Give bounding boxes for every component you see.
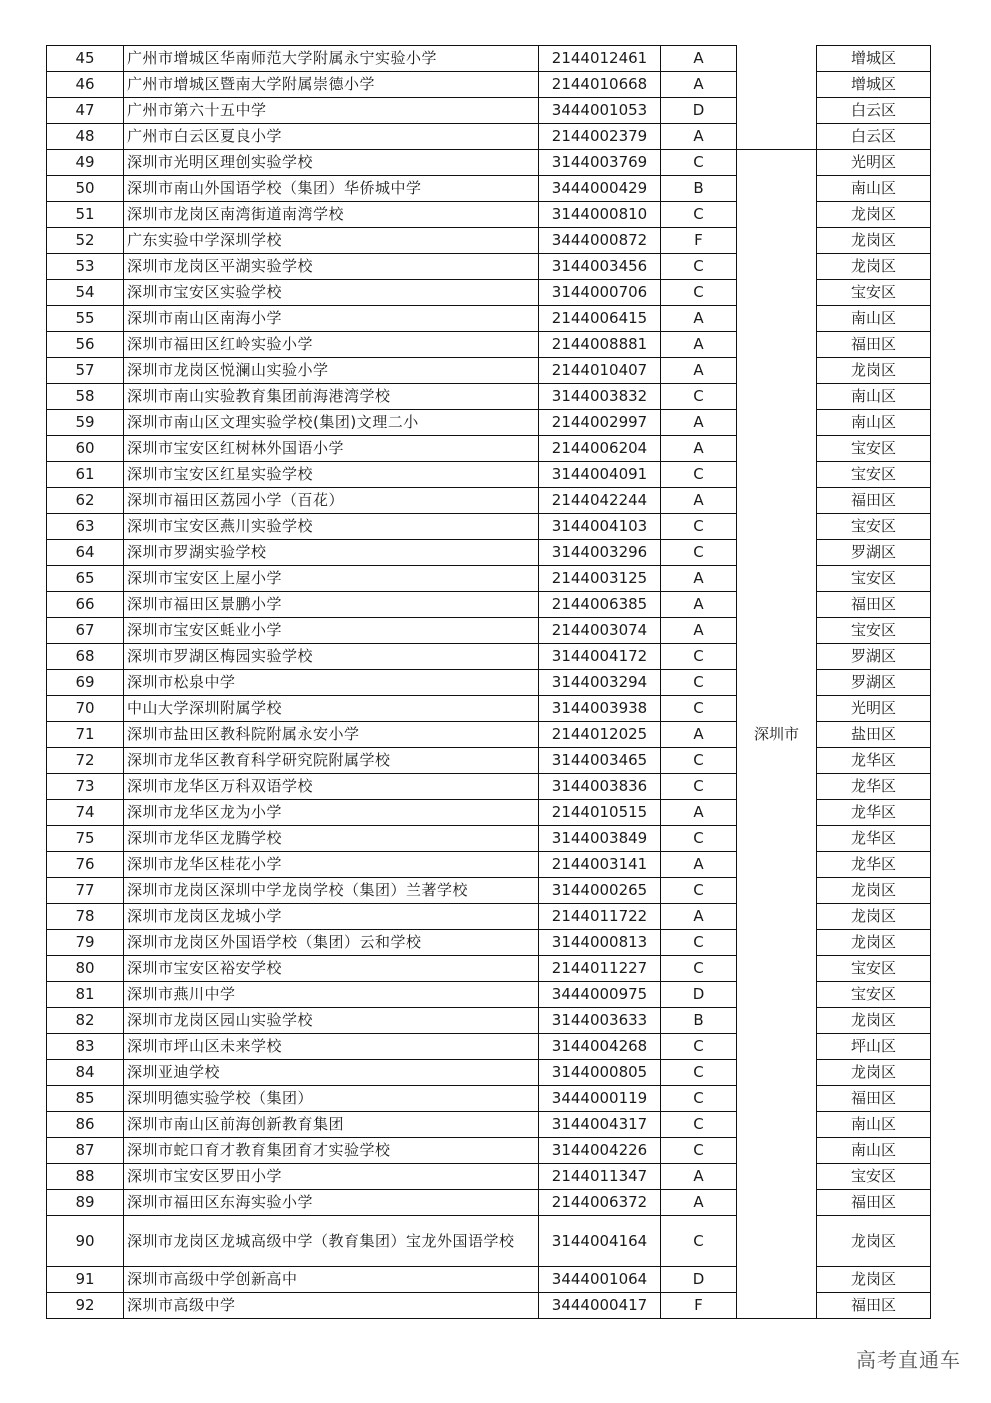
school-code: 3444000429 <box>539 176 661 202</box>
school-type: A <box>661 800 737 826</box>
school-type: C <box>661 462 737 488</box>
school-type: C <box>661 1138 737 1164</box>
district: 南山区 <box>817 384 931 410</box>
row-number: 46 <box>47 72 124 98</box>
school-name: 深圳市福田区红岭实验小学 <box>124 332 539 358</box>
district: 宝安区 <box>817 436 931 462</box>
school-type: C <box>661 1034 737 1060</box>
school-code: 2144008881 <box>539 332 661 358</box>
school-type: C <box>661 254 737 280</box>
school-name: 深圳市盐田区教科院附属永安小学 <box>124 722 539 748</box>
row-number: 68 <box>47 644 124 670</box>
city-cell-guangzhou <box>737 46 817 150</box>
school-code: 3144004226 <box>539 1138 661 1164</box>
row-number: 92 <box>47 1293 124 1319</box>
school-name: 深圳市罗湖区梅园实验学校 <box>124 644 539 670</box>
school-name: 深圳市龙岗区外国语学校（集团）云和学校 <box>124 930 539 956</box>
district: 增城区 <box>817 46 931 72</box>
row-number: 48 <box>47 124 124 150</box>
row-number: 50 <box>47 176 124 202</box>
school-code: 3444000417 <box>539 1293 661 1319</box>
district: 福田区 <box>817 592 931 618</box>
school-type: A <box>661 852 737 878</box>
row-number: 83 <box>47 1034 124 1060</box>
row-number: 73 <box>47 774 124 800</box>
row-number: 82 <box>47 1008 124 1034</box>
school-type: A <box>661 436 737 462</box>
school-code: 2144006415 <box>539 306 661 332</box>
row-number: 57 <box>47 358 124 384</box>
school-name: 深圳市龙岗区悦澜山实验小学 <box>124 358 539 384</box>
school-type: A <box>661 1190 737 1216</box>
row-number: 64 <box>47 540 124 566</box>
school-name: 深圳市福田区荔园小学（百花） <box>124 488 539 514</box>
district: 南山区 <box>817 1112 931 1138</box>
school-type: A <box>661 358 737 384</box>
school-type: B <box>661 176 737 202</box>
school-code: 2144002379 <box>539 124 661 150</box>
school-name: 深圳市燕川中学 <box>124 982 539 1008</box>
row-number: 91 <box>47 1267 124 1293</box>
row-number: 66 <box>47 592 124 618</box>
school-name: 广州市第六十五中学 <box>124 98 539 124</box>
row-number: 87 <box>47 1138 124 1164</box>
row-number: 79 <box>47 930 124 956</box>
school-type: C <box>661 1060 737 1086</box>
school-name: 深圳市坪山区未来学校 <box>124 1034 539 1060</box>
school-name: 深圳市宝安区蚝业小学 <box>124 618 539 644</box>
district: 宝安区 <box>817 1164 931 1190</box>
district: 白云区 <box>817 124 931 150</box>
school-name: 深圳市高级中学 <box>124 1293 539 1319</box>
district: 龙华区 <box>817 800 931 826</box>
school-code: 2144011722 <box>539 904 661 930</box>
school-code: 3144000813 <box>539 930 661 956</box>
district: 宝安区 <box>817 618 931 644</box>
school-name: 深圳市宝安区红星实验学校 <box>124 462 539 488</box>
district: 龙华区 <box>817 826 931 852</box>
school-code: 2144006372 <box>539 1190 661 1216</box>
school-type: C <box>661 774 737 800</box>
school-name: 深圳市宝安区罗田小学 <box>124 1164 539 1190</box>
school-type: C <box>661 514 737 540</box>
school-type: C <box>661 1216 737 1267</box>
table-body <box>47 46 931 1319</box>
district: 龙岗区 <box>817 202 931 228</box>
district: 龙岗区 <box>817 1267 931 1293</box>
school-code: 3444000975 <box>539 982 661 1008</box>
school-type: C <box>661 930 737 956</box>
row-number: 53 <box>47 254 124 280</box>
row-number: 78 <box>47 904 124 930</box>
school-name: 深圳市龙岗区深圳中学龙岗学校（集团）兰著学校 <box>124 878 539 904</box>
school-code: 2144003074 <box>539 618 661 644</box>
school-type: F <box>661 1293 737 1319</box>
school-code: 3144004103 <box>539 514 661 540</box>
school-name: 深圳市龙华区龙为小学 <box>124 800 539 826</box>
school-name: 深圳市宝安区裕安学校 <box>124 956 539 982</box>
school-code: 2144003125 <box>539 566 661 592</box>
school-type: C <box>661 202 737 228</box>
row-number: 67 <box>47 618 124 644</box>
row-number: 45 <box>47 46 124 72</box>
school-code: 2144011347 <box>539 1164 661 1190</box>
school-code: 2144006204 <box>539 436 661 462</box>
district: 龙岗区 <box>817 1008 931 1034</box>
school-type: A <box>661 566 737 592</box>
row-number: 81 <box>47 982 124 1008</box>
school-name: 深圳市龙华区教育科学研究院附属学校 <box>124 748 539 774</box>
row-number: 86 <box>47 1112 124 1138</box>
school-name: 深圳市龙华区龙腾学校 <box>124 826 539 852</box>
school-name: 广东实验中学深圳学校 <box>124 228 539 254</box>
school-code: 2144010515 <box>539 800 661 826</box>
district: 宝安区 <box>817 956 931 982</box>
row-number: 69 <box>47 670 124 696</box>
school-code: 3144003296 <box>539 540 661 566</box>
row-number: 65 <box>47 566 124 592</box>
school-type: A <box>661 722 737 748</box>
row-number: 62 <box>47 488 124 514</box>
school-code: 3144003836 <box>539 774 661 800</box>
city-cell-shenzhen: 深圳市 <box>737 150 817 1319</box>
school-code: 2144011227 <box>539 956 661 982</box>
school-type: C <box>661 956 737 982</box>
school-name: 深圳市龙岗区龙城小学 <box>124 904 539 930</box>
row-number: 56 <box>47 332 124 358</box>
school-type: A <box>661 904 737 930</box>
school-type: C <box>661 1112 737 1138</box>
district: 龙岗区 <box>817 228 931 254</box>
school-type: D <box>661 1267 737 1293</box>
school-code: 3144003456 <box>539 254 661 280</box>
school-name: 深圳市高级中学创新高中 <box>124 1267 539 1293</box>
school-name: 深圳市南山区文理实验学校(集团)文理二小 <box>124 410 539 436</box>
school-name: 深圳市福田区东海实验小学 <box>124 1190 539 1216</box>
school-name: 广州市白云区夏良小学 <box>124 124 539 150</box>
district: 福田区 <box>817 1190 931 1216</box>
row-number: 85 <box>47 1086 124 1112</box>
school-name: 深圳市龙岗区平湖实验学校 <box>124 254 539 280</box>
school-code: 2144010407 <box>539 358 661 384</box>
school-name: 深圳市南山区南海小学 <box>124 306 539 332</box>
row-number: 54 <box>47 280 124 306</box>
district: 南山区 <box>817 1138 931 1164</box>
school-code: 3444000872 <box>539 228 661 254</box>
school-name: 深圳市光明区理创实验学校 <box>124 150 539 176</box>
school-type: A <box>661 488 737 514</box>
district: 龙岗区 <box>817 1216 931 1267</box>
school-name: 广州市增城区华南师范大学附属永宁实验小学 <box>124 46 539 72</box>
district: 福田区 <box>817 488 931 514</box>
school-type: A <box>661 124 737 150</box>
district: 宝安区 <box>817 280 931 306</box>
school-code: 3144000810 <box>539 202 661 228</box>
district: 福田区 <box>817 1086 931 1112</box>
row-number: 70 <box>47 696 124 722</box>
school-code: 3144004164 <box>539 1216 661 1267</box>
row-number: 90 <box>47 1216 124 1267</box>
school-code: 2144002997 <box>539 410 661 436</box>
school-code: 3444000119 <box>539 1086 661 1112</box>
row-number: 76 <box>47 852 124 878</box>
school-type: A <box>661 592 737 618</box>
school-type: F <box>661 228 737 254</box>
district: 龙岗区 <box>817 878 931 904</box>
district: 龙华区 <box>817 748 931 774</box>
district: 白云区 <box>817 98 931 124</box>
watermark: 高考直通车 <box>856 1348 961 1372</box>
school-code: 2144012461 <box>539 46 661 72</box>
row-number: 60 <box>47 436 124 462</box>
school-type: D <box>661 982 737 1008</box>
school-type: A <box>661 46 737 72</box>
row-number: 80 <box>47 956 124 982</box>
school-code: 3144003832 <box>539 384 661 410</box>
district: 南山区 <box>817 410 931 436</box>
district: 南山区 <box>817 306 931 332</box>
school-name: 深圳市松泉中学 <box>124 670 539 696</box>
district: 福田区 <box>817 332 931 358</box>
school-code: 3144003769 <box>539 150 661 176</box>
district: 光明区 <box>817 696 931 722</box>
school-code: 2144006385 <box>539 592 661 618</box>
district: 盐田区 <box>817 722 931 748</box>
school-name: 深圳市宝安区燕川实验学校 <box>124 514 539 540</box>
row-number: 55 <box>47 306 124 332</box>
school-code: 3144004268 <box>539 1034 661 1060</box>
school-code: 3144000706 <box>539 280 661 306</box>
school-name: 深圳市龙岗区南湾街道南湾学校 <box>124 202 539 228</box>
row-number: 74 <box>47 800 124 826</box>
school-type: C <box>661 696 737 722</box>
school-type: C <box>661 280 737 306</box>
school-type: A <box>661 332 737 358</box>
school-type: C <box>661 150 737 176</box>
school-code: 3144004172 <box>539 644 661 670</box>
school-type: C <box>661 540 737 566</box>
school-name: 深圳市龙岗区园山实验学校 <box>124 1008 539 1034</box>
district: 罗湖区 <box>817 644 931 670</box>
school-type: B <box>661 1008 737 1034</box>
school-name: 深圳市蛇口育才教育集团育才实验学校 <box>124 1138 539 1164</box>
row-number: 49 <box>47 150 124 176</box>
school-type: C <box>661 878 737 904</box>
row-number: 72 <box>47 748 124 774</box>
school-code: 3144000265 <box>539 878 661 904</box>
school-name: 中山大学深圳附属学校 <box>124 696 539 722</box>
school-code: 3144003465 <box>539 748 661 774</box>
school-type: D <box>661 98 737 124</box>
table-row <box>47 150 931 176</box>
school-code: 3444001064 <box>539 1267 661 1293</box>
school-name: 深圳市宝安区上屋小学 <box>124 566 539 592</box>
table-row <box>47 46 931 72</box>
school-name: 深圳亚迪学校 <box>124 1060 539 1086</box>
school-name: 深圳市福田区景鹏小学 <box>124 592 539 618</box>
row-number: 59 <box>47 410 124 436</box>
row-number: 88 <box>47 1164 124 1190</box>
district: 光明区 <box>817 150 931 176</box>
school-name: 深圳市龙华区桂花小学 <box>124 852 539 878</box>
district: 龙岗区 <box>817 930 931 956</box>
district: 福田区 <box>817 1293 931 1319</box>
school-name: 深圳市罗湖实验学校 <box>124 540 539 566</box>
row-number: 47 <box>47 98 124 124</box>
school-type: C <box>661 644 737 670</box>
school-code: 3444001053 <box>539 98 661 124</box>
row-number: 89 <box>47 1190 124 1216</box>
school-name: 深圳明德实验学校（集团） <box>124 1086 539 1112</box>
school-code: 3144003849 <box>539 826 661 852</box>
school-type: A <box>661 72 737 98</box>
row-number: 71 <box>47 722 124 748</box>
school-name: 深圳市龙岗区龙城高级中学（教育集团）宝龙外国语学校 <box>124 1216 539 1267</box>
school-code: 3144004091 <box>539 462 661 488</box>
row-number: 77 <box>47 878 124 904</box>
row-number: 51 <box>47 202 124 228</box>
district: 南山区 <box>817 176 931 202</box>
school-name: 深圳市龙华区万科双语学校 <box>124 774 539 800</box>
district: 宝安区 <box>817 514 931 540</box>
school-code: 3144000805 <box>539 1060 661 1086</box>
school-type: C <box>661 670 737 696</box>
district: 坪山区 <box>817 1034 931 1060</box>
row-number: 61 <box>47 462 124 488</box>
row-number: 52 <box>47 228 124 254</box>
school-type: C <box>661 384 737 410</box>
row-number: 63 <box>47 514 124 540</box>
school-code: 3144003938 <box>539 696 661 722</box>
district: 龙华区 <box>817 774 931 800</box>
school-code: 2144010668 <box>539 72 661 98</box>
school-name: 广州市增城区暨南大学附属崇德小学 <box>124 72 539 98</box>
district: 龙岗区 <box>817 904 931 930</box>
school-code: 2144042244 <box>539 488 661 514</box>
school-name: 深圳市宝安区红树林外国语小学 <box>124 436 539 462</box>
school-type: A <box>661 1164 737 1190</box>
school-type: A <box>661 410 737 436</box>
district: 罗湖区 <box>817 540 931 566</box>
district: 龙岗区 <box>817 358 931 384</box>
school-code: 2144012025 <box>539 722 661 748</box>
row-number: 84 <box>47 1060 124 1086</box>
district: 宝安区 <box>817 566 931 592</box>
school-type: A <box>661 306 737 332</box>
school-code: 3144004317 <box>539 1112 661 1138</box>
district: 罗湖区 <box>817 670 931 696</box>
school-code: 3144003294 <box>539 670 661 696</box>
school-name: 深圳市南山区前海创新教育集团 <box>124 1112 539 1138</box>
school-name: 深圳市南山实验教育集团前海港湾学校 <box>124 384 539 410</box>
school-name: 深圳市宝安区实验学校 <box>124 280 539 306</box>
district: 增城区 <box>817 72 931 98</box>
school-type: A <box>661 618 737 644</box>
school-type: C <box>661 826 737 852</box>
district: 宝安区 <box>817 462 931 488</box>
district: 龙岗区 <box>817 1060 931 1086</box>
school-code: 3144003633 <box>539 1008 661 1034</box>
school-type: C <box>661 1086 737 1112</box>
district: 龙岗区 <box>817 254 931 280</box>
school-name: 深圳市南山外国语学校（集团）华侨城中学 <box>124 176 539 202</box>
school-type: C <box>661 748 737 774</box>
district: 龙华区 <box>817 852 931 878</box>
row-number: 58 <box>47 384 124 410</box>
school-code: 2144003141 <box>539 852 661 878</box>
district: 宝安区 <box>817 982 931 1008</box>
school-list-table <box>46 45 931 1319</box>
row-number: 75 <box>47 826 124 852</box>
